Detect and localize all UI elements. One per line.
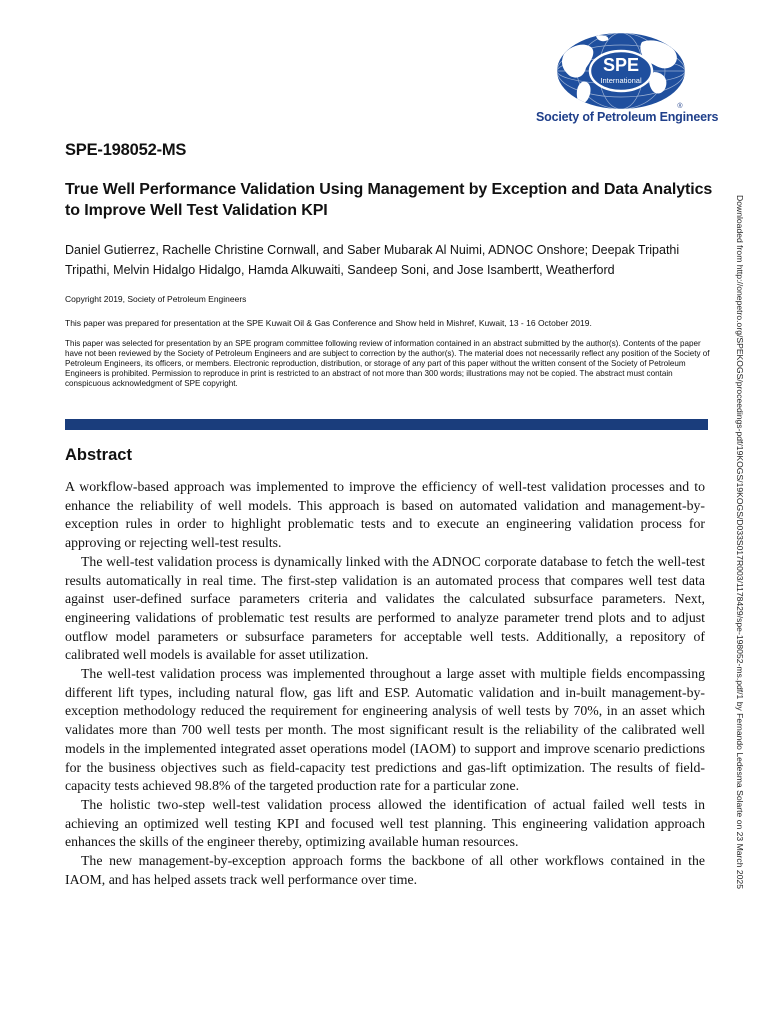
abstract-paragraph: The well-test validation process is dynamically linked with the ADNOC corporate database to fetch the well-test results automatically in real time. The first-step validation is an automated process that compares well test data against user-defined surface parameters criteria and validates the calculated subsurface parameters. Next, engineering validations of problematic test results are performed to analyze parameter trend plots and to adjust outflow model parameters or subsurface parameters for acceptable well tests. Additionally, a repository of calibrated well models is available for asset utilization. [65,553,705,663]
abstract-paragraph: The new management-by-exception approach forms the backbone of all other workflows contained in the IAOM, and has helped assets track well performance over time. [65,853,705,887]
abstract-heading: Abstract [65,446,132,464]
abstract-body [65,478,705,889]
abstract-paragraph: The well-test validation process was implemented throughout a large asset with multiple fields encompassing different lift types, including natural flow, gas lift and ESP. Automatic validation and in-built management-by-exception methodology reduced the requirement for engineering analysis of well tests by 70%, in an asset which validates more than 700 well tests per month. The most significant result is the reliability of the calibrated well models in the implemented integrated asset operations model (IAOM) to support and improve scenario predictions for the business objectives such as field-capacity test predictions and gas-lift optimization. The results of field-capacity tests achieved 98.8% of the targeted production rate for a particular zone. [65,666,705,794]
logo-badge-subtext: International [600,76,642,85]
paper-title: True Well Performance Validation Using Management by Exception and Data Analytics to Improve Well Test Validation KPI [65,181,713,219]
globe-icon [556,32,686,110]
download-watermark: Downloaded from http://onepetro.org/SPEKOGS/proceedings-pdf/19KOGS/19KOGS/D033S017R003/1178429/spe-198052-ms.pdf/1 by Fernando Ledesma Solarte on 23 March 2025 [735,195,745,889]
logo-badge-text: SPE [602,55,640,75]
disclaimer-text: This paper was selected for presentation by an SPE program committee following review of information contained in an abstract submitted by the author(s). Contents of the paper have not been reviewed by the Society of Petroleum Engineers and are subject to correction by the author(s). The material does not necessarily reflect any position of the Society of Petroleum Engineers, its officers, or members. Electronic reproduction, distribution, or storage of any part of this paper without the written consent of the Society of Petroleum Engineers is prohibited. Permission to reproduce in print is restricted to an abstract of not more than 300 words; illustrations may not be copied. The abstract must contain conspicuous acknowledgment of SPE copyright. [65,339,710,388]
logo-name: Society of Petroleum Engineers [536,110,719,124]
paper-id: SPE-198052-MS [65,141,187,159]
abstract-paragraph: The holistic two-step well-test validation process allowed the identification of actual failed well tests in achieving an optimized well testing KPI and focused well test planning. This engineering validation approach enhances the skills of the engineer thereby, optimizing available human resources. [65,796,705,850]
registered-mark: ® [677,103,683,110]
copyright-notice: Copyright 2019, Society of Petroleum Engineers [65,294,247,304]
presentation-note: This paper was prepared for presentation at the SPE Kuwait Oil & Gas Conference and Show held in Mishref, Kuwait, 13 - 16 October 2019. [65,318,592,328]
author-list: Daniel Gutierrez, Rachelle Christine Cornwall, and Saber Mubarak Al Nuimi, ADNOC Onshore; Deepak Tripathi Tripathi, Melvin Hidalgo Hidalgo, Hamda Alkuwaiti, Sandeep Soni, and Jose Isambertt, Weatherford [65,243,680,277]
spe-logo [536,32,719,126]
section-divider [65,419,708,430]
abstract-paragraph: A workflow-based approach was implemented to improve the efficiency of well-test validation processes and to enhance the reliability of well models. This approach is based on automated validation and management-by-exception rules in order to highlight problematic tests and to execute an engineering validation process for approving or rejecting well-test results. [65,479,705,551]
